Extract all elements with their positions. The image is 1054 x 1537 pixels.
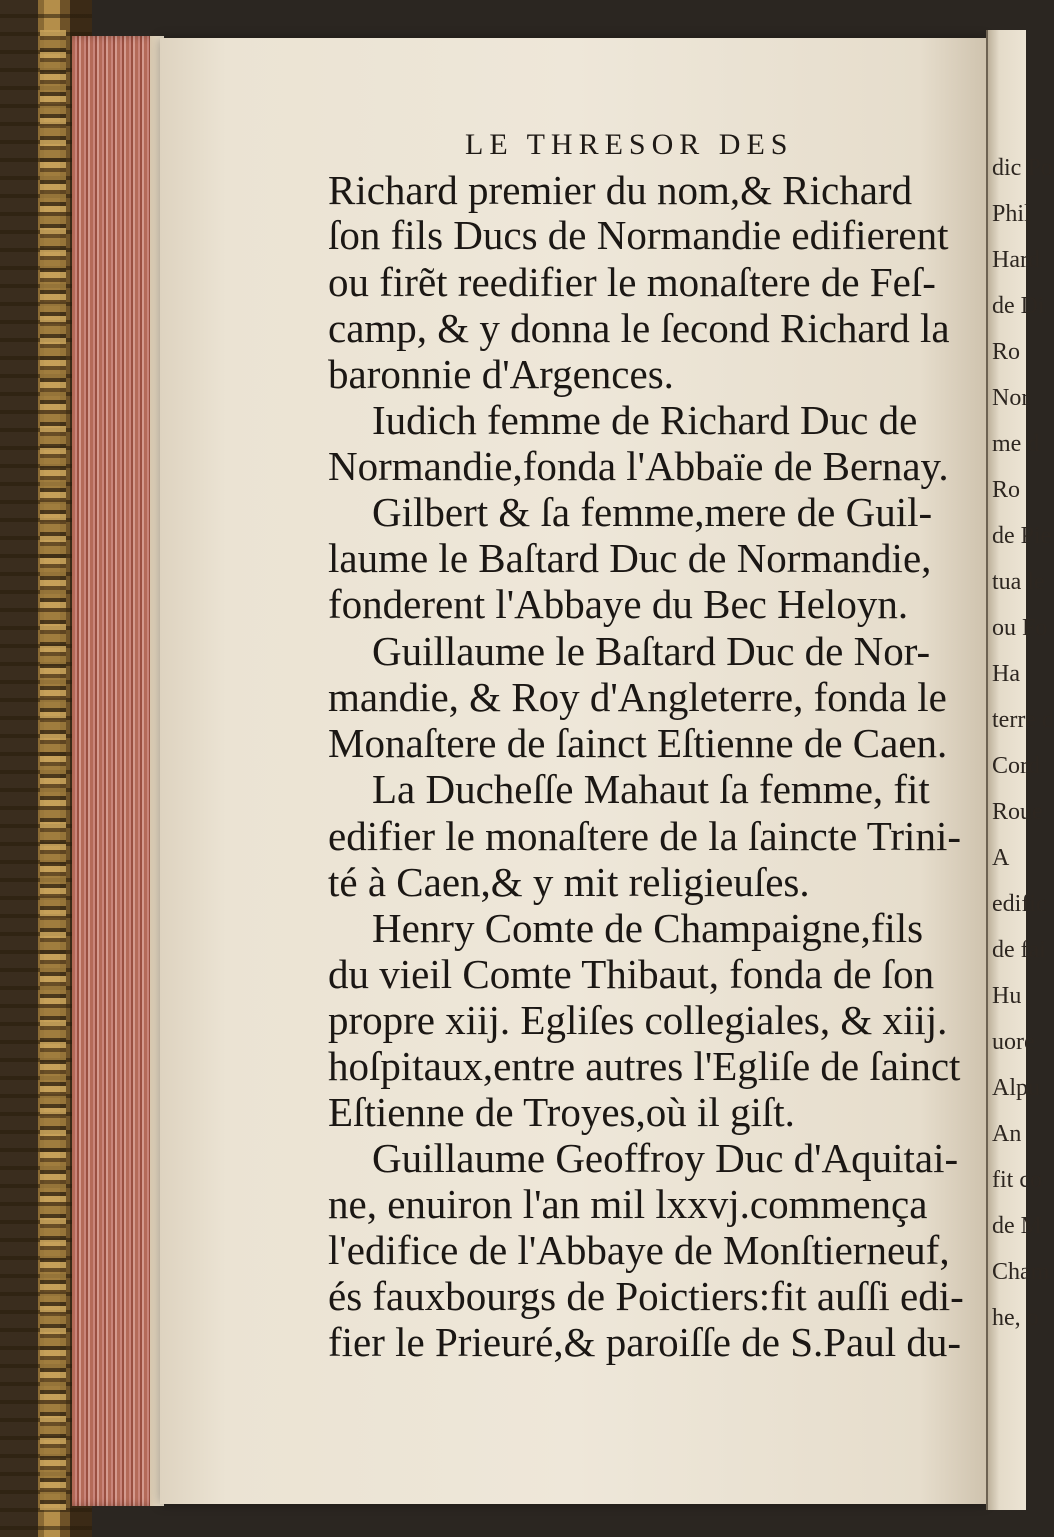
facing-text-fragment: tua le — [992, 569, 1045, 595]
facing-text-fragment: me d — [992, 431, 1040, 457]
facing-text-fragment: Cord — [992, 753, 1040, 779]
facing-text-fragment: Hard — [992, 247, 1040, 273]
text-line: ſon fils Ducs de Normandie edifierent — [328, 212, 949, 258]
facing-text-fragment: de Di — [992, 293, 1045, 319]
facing-page-edge — [986, 30, 1054, 1510]
facing-text-fragment: Cham — [992, 1259, 1050, 1285]
facing-text-fragment: de M — [992, 1213, 1042, 1239]
gilt-tooling — [40, 30, 66, 1510]
text-line: hoſpitaux,entre autres l'Egliſe de ſainct — [328, 1043, 961, 1089]
text-line: és fauxbourgs de Poictiers:fit auſſi edi- — [328, 1273, 964, 1319]
text-line: baronnie d'Argences. — [328, 351, 674, 397]
text-line: La Ducheſſe Mahaut ſa femme, fit — [372, 766, 930, 812]
text-line: Monaſtere de ſainct Eſtienne de Caen. — [328, 720, 948, 766]
text-line: Iudich femme de Richard Duc de — [372, 397, 918, 443]
text-line: Normandie,fonda l'Abbaïe de Bernay. — [328, 443, 949, 489]
text-line: Henry Comte de Champaigne,fils — [372, 905, 924, 951]
text-line: camp, & y donna le ſecond Richard la — [328, 305, 950, 351]
facing-text-fragment: Ha — [992, 661, 1020, 687]
facing-text-fragment: ou Fo — [992, 615, 1048, 641]
facing-text-fragment: de fai — [992, 937, 1046, 963]
facing-text-fragment: fit co — [992, 1167, 1042, 1193]
facing-text-fragment: A — [992, 845, 1010, 871]
text-line: propre xiij. Egliſes collegiales, & xiij. — [328, 997, 948, 1043]
facing-text-fragment: Phil — [992, 201, 1031, 227]
text-line: ne, enuiron l'an mil lxxvj.commença — [328, 1181, 928, 1227]
text-line: ou firẽt reedifier le monaſtere de Feſ- — [328, 259, 936, 305]
facing-text-fragment: de Pie — [992, 523, 1052, 549]
facing-text-fragment: Alpu — [992, 1075, 1040, 1101]
running-head: LE THRESOR DES — [465, 128, 794, 161]
text-line: l'edifice de l'Abbaye de Monſtierneuf, — [328, 1227, 950, 1273]
facing-text-fragment: Ro — [992, 339, 1021, 365]
facing-text-fragment: Roue — [992, 799, 1043, 825]
text-line: fonderent l'Abbaye du Bec Heloyn. — [328, 581, 909, 627]
facing-text-fragment: Nor — [992, 385, 1030, 411]
text-line: Guillaume Geoffroy Duc d'Aquitai- — [372, 1135, 959, 1181]
text-line: Eſtienne de Troyes,où il giſt. — [328, 1089, 795, 1135]
facing-text-fragment: dic Po — [992, 155, 1053, 181]
text-line: edifier le monaſtere de la ſaincte Trini- — [328, 813, 961, 859]
facing-text-fragment: Ro — [992, 477, 1021, 503]
text-line: laume le Baſtard Duc de Normandie, — [328, 535, 932, 581]
text-line: té à Caen,& y mit religieuſes. — [328, 859, 810, 905]
facing-text-fragment: edific — [992, 891, 1047, 917]
text-line: Richard premier du nom,& Richard — [328, 167, 913, 213]
facing-text-fragment: terre d — [992, 707, 1054, 733]
facing-text-fragment: he, o — [992, 1305, 1039, 1331]
facing-text-fragment: uore — [992, 1029, 1035, 1055]
facing-text-fragment: Hu — [992, 983, 1022, 1009]
text-line: fier le Prieuré,& paroiſſe de S.Paul du- — [328, 1319, 962, 1365]
text-line: mandie, & Roy d'Angleterre, fonda le — [328, 674, 947, 720]
text-line: du vieil Comte Thibaut, fonda de ſon — [328, 951, 935, 997]
text-line: Guillaume le Baſtard Duc de Nor- — [372, 628, 931, 674]
facing-text-fragment: An — [992, 1121, 1022, 1147]
text-line: Gilbert & ſa femme,mere de Guil- — [372, 489, 933, 535]
